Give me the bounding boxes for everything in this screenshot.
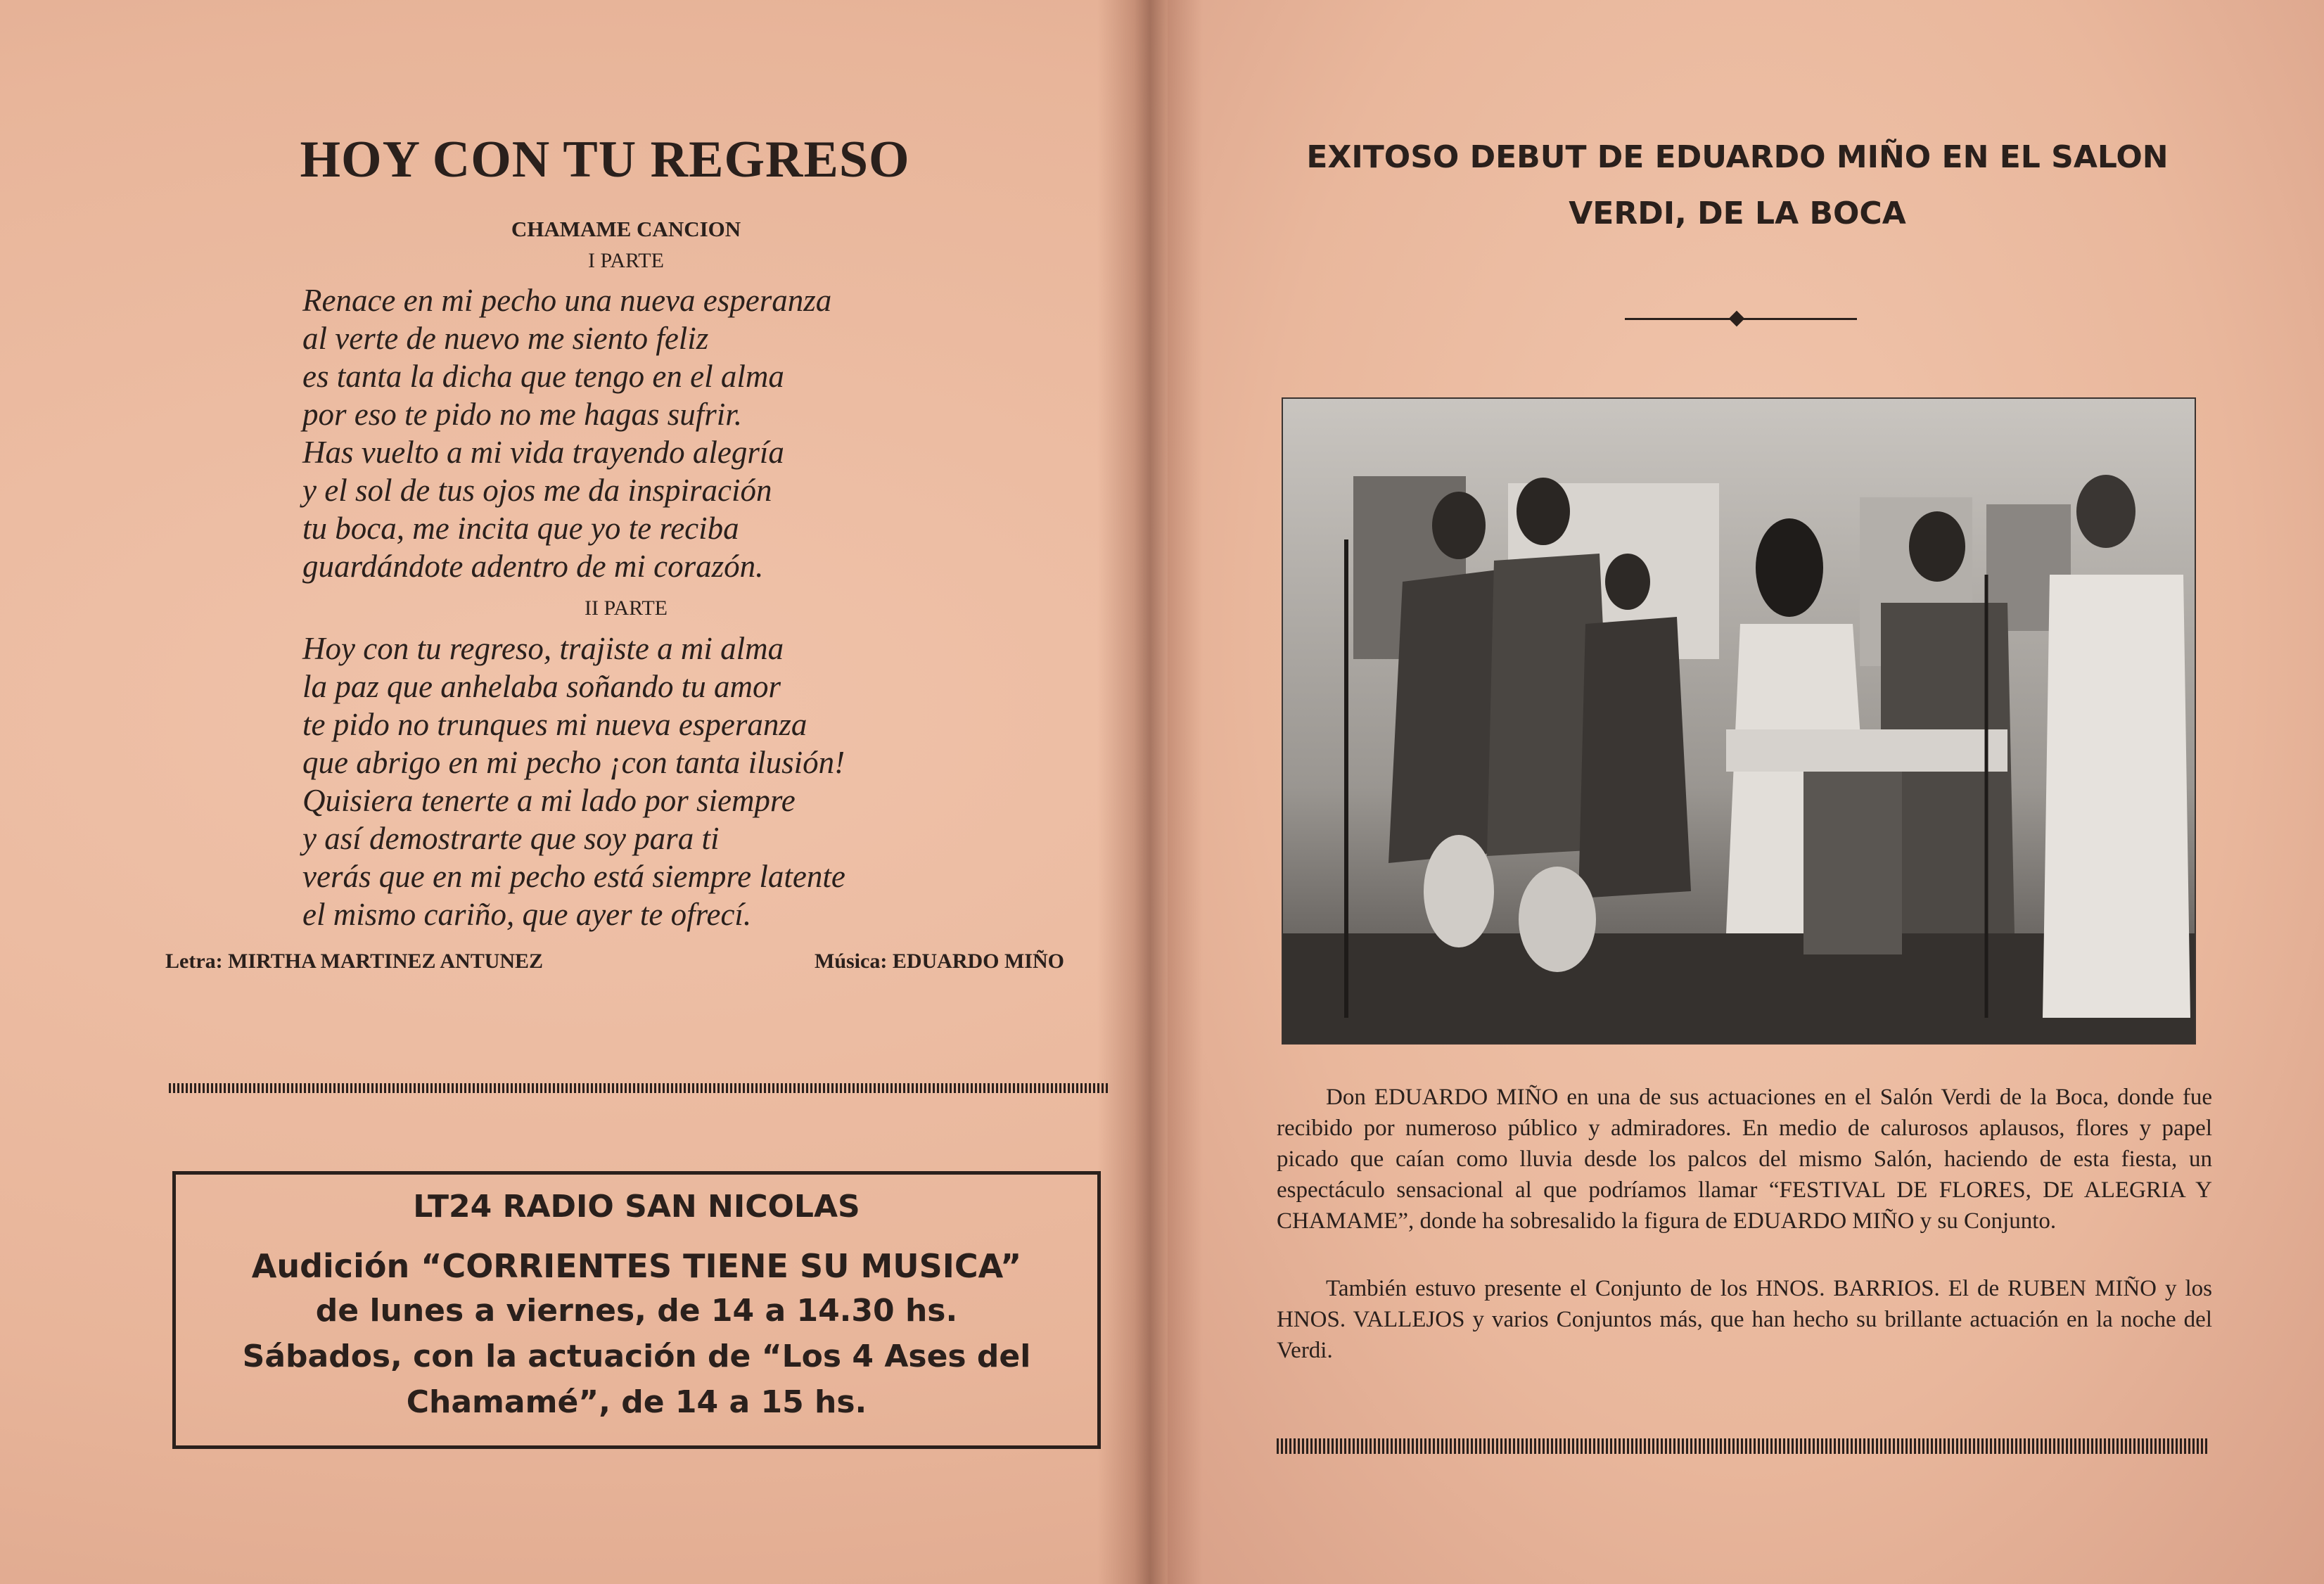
verse-line: que abrigo en mi pecho ¡con tanta ilusión! [302,745,845,780]
lyrics-credit: Letra: MIRTHA MARTINEZ ANTUNEZ [165,950,544,973]
music-credit: Música: EDUARDO MIÑO [815,950,1064,973]
event-photo [1282,397,2196,1045]
radio-schedule-saturday-end: Chamamé”, de 14 a 15 hs. [406,1384,867,1420]
verse-line: verás que en mi pecho está siempre latente [302,859,845,894]
verse-line: Hoy con tu regreso, trajiste a mi alma [302,631,784,666]
article-headline-cont: VERDI, DE LA BOCA [1569,196,1906,231]
book-gutter [1097,0,1203,1584]
song-subtitle: CHAMAME CANCION [511,217,741,241]
article-paragraph-1: Don EDUARDO MIÑO en una de sus actuaciones en el Salón Verdi de la Boca, donde fue recibido por numeroso público y admiradores. En medio de calurosos aplausos, flores y papel picado que caían como lluvia desde los palcos del mismo Salón, haciendo de esta fiesta, un espectáculo sensacional al que podríamos llamar “FESTIVAL DE FLORES, DE ALEGRIA Y CHAMAME”, donde ha sobresalido la figura de EDUARDO MIÑO y su Conjunto. [1277,1085,2212,1234]
verse-line: te pido no trunques mi nueva esperanza [302,707,807,742]
verse-line: es tanta la dicha que tengo en el alma [302,359,784,394]
radio-schedule-weekdays: de lunes a viernes, de 14 a 14.30 hs. [315,1293,958,1329]
part-one-label: I PARTE [588,249,664,272]
verse-line: Has vuelto a mi vida trayendo alegría [302,435,784,470]
radio-station: LT24 RADIO SAN NICOLAS [413,1189,860,1225]
article-headline: EXITOSO DEBUT DE EDUARDO MIÑO EN EL SALON [1306,139,2169,175]
verse-line: guardándote adentro de mi corazón. [302,549,764,584]
decorative-rule [1277,1438,2209,1454]
event-photo-image [1283,399,2196,1045]
verse-line: al verte de nuevo me siento feliz [302,321,709,356]
verse-line: Renace en mi pecho una nueva esperanza [302,283,832,318]
verse-two [302,630,1006,933]
verse-line: el mismo cariño, que ayer te ofrecí. [302,897,752,932]
verse-one [302,281,1006,585]
radio-program: Audición “CORRIENTES TIENE SU MUSICA” [251,1247,1022,1285]
verse-line: y así demostrarte que soy para ti [302,821,720,856]
verse-line: tu boca, me incita que yo te reciba [302,511,739,546]
decorative-rule [169,1083,1108,1093]
verse-line: por eso te pido no me hagas sufrir. [302,397,743,432]
song-title: HOY CON TU REGRESO [300,131,910,189]
radio-schedule-saturday: Sábados, con la actuación de “Los 4 Ases del [242,1339,1031,1374]
article-paragraph-2: También estuvo presente el Conjunto de los HNOS. BARRIOS. El de RUBEN MIÑO y los HNOS. VALLEJOS y varios Conjuntos más, que han hecho su brillante actuación en la noche del Verdi. [1277,1276,2212,1363]
verse-line: la paz que anhelaba soñando tu amor [302,669,781,704]
verse-line: Quisiera tenerte a mi lado por siempre [302,783,796,818]
verse-line: y el sol de tus ojos me da inspiración [302,473,772,508]
part-two-label: II PARTE [585,596,668,620]
